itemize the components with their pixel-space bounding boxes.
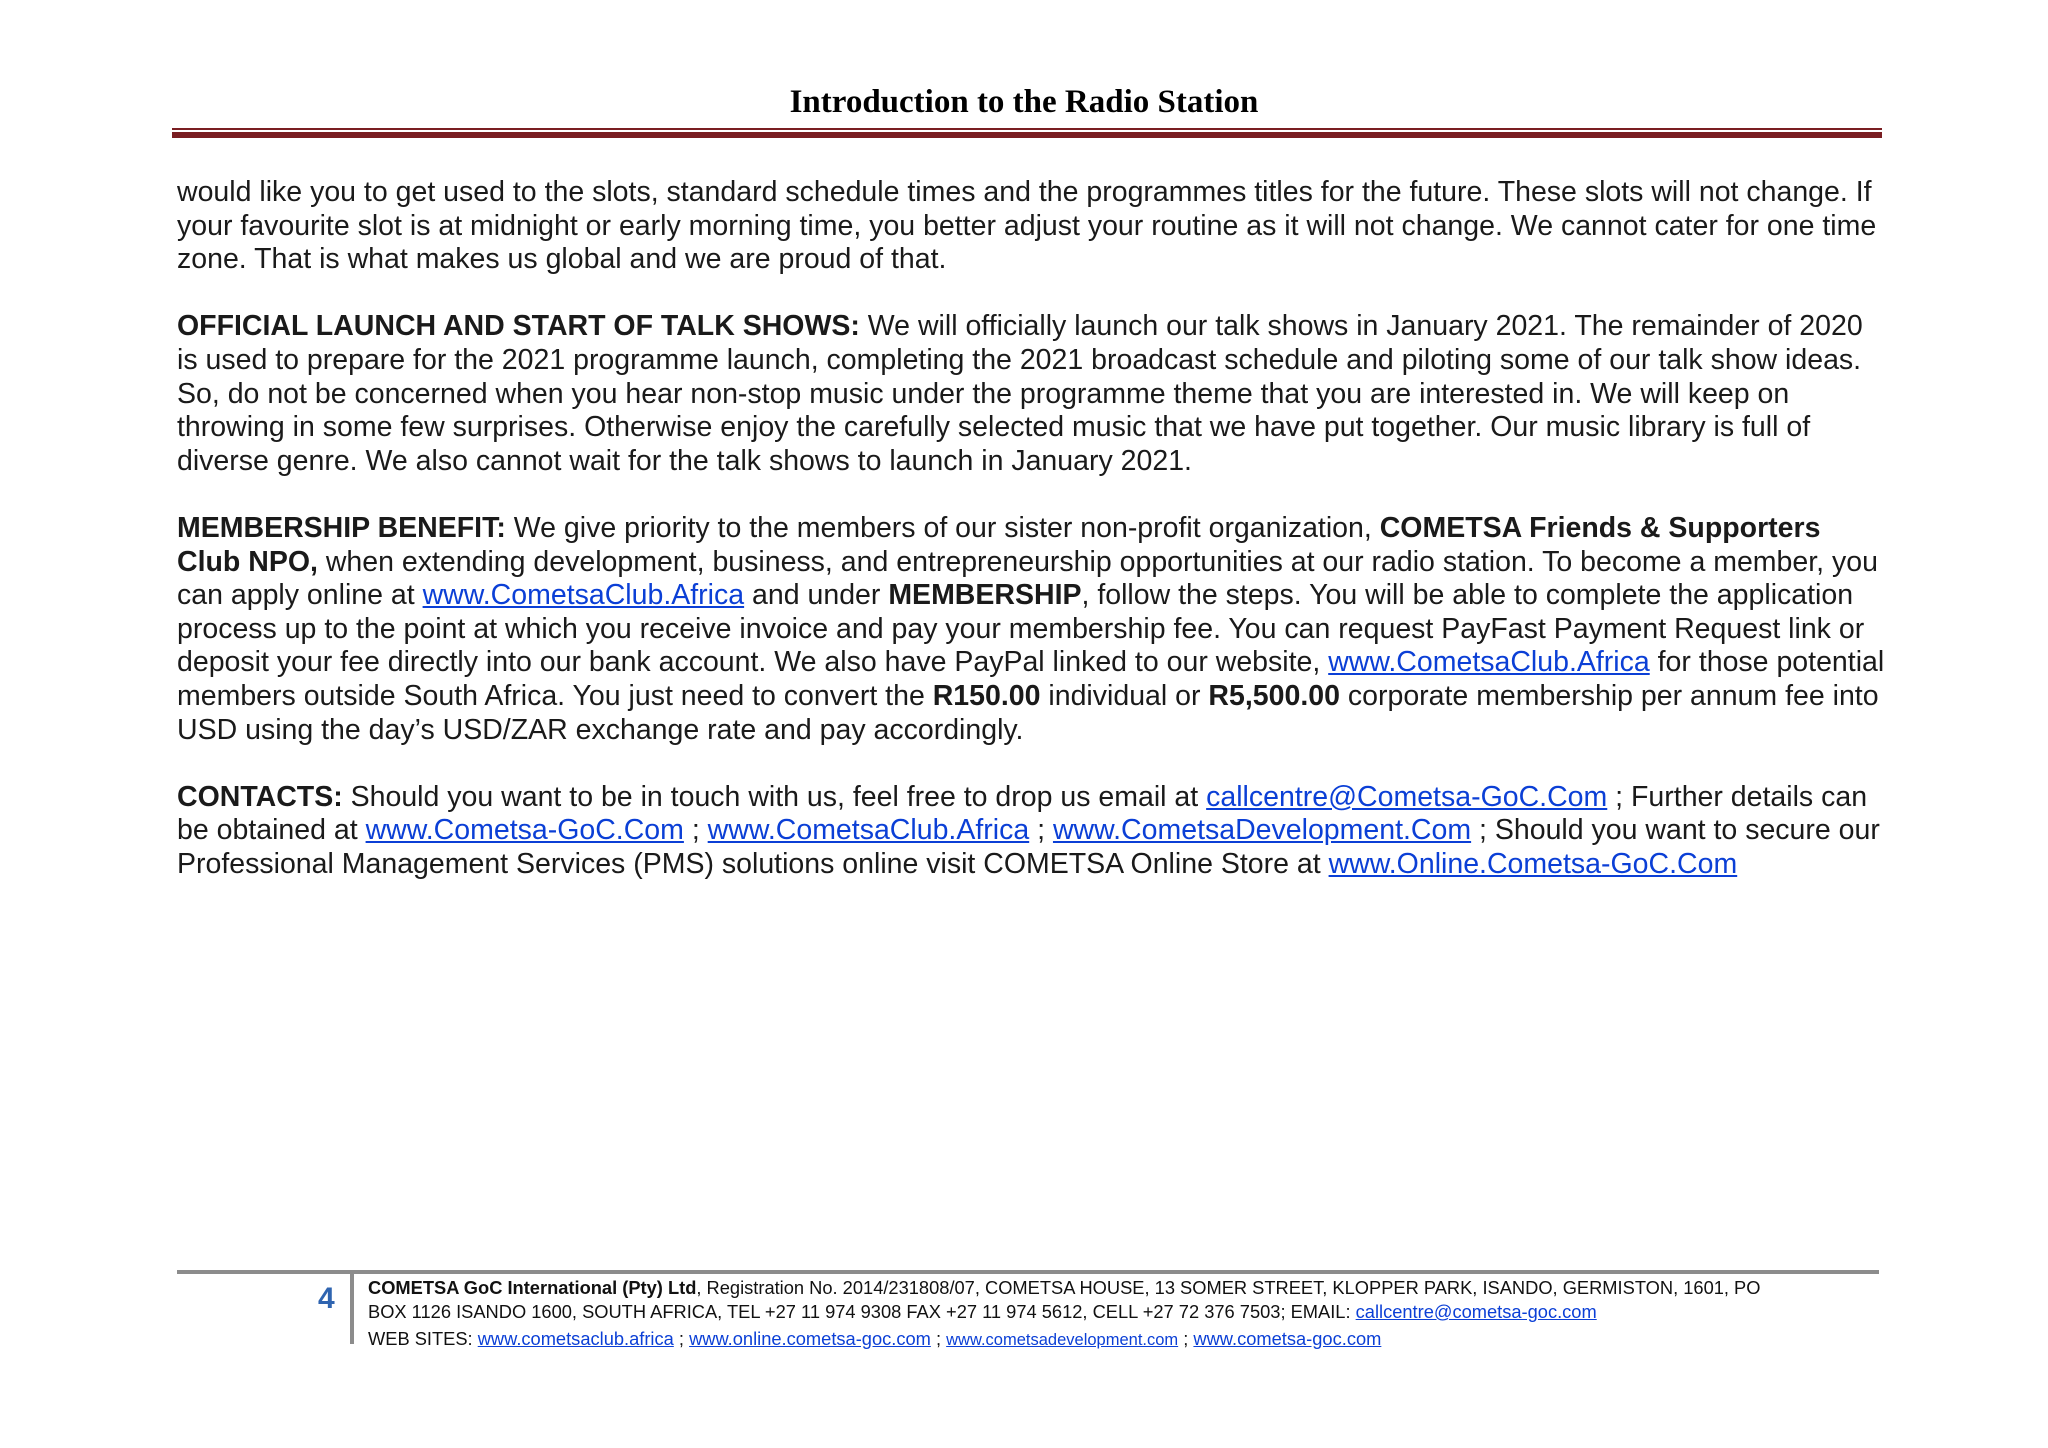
contacts-sep-1: ; bbox=[683, 814, 708, 847]
contacts-sep-2: ; bbox=[1029, 814, 1053, 847]
membership-text-3: and under bbox=[744, 579, 889, 612]
footer-address-1: , Registration No. 2014/231808/07, COMETSA HOUSE, 13 SOMER STREET, KLOPPER PARK, ISANDO, GERMISTON, 1601, PO bbox=[696, 1277, 1761, 1298]
footer-site-online[interactable]: www.online.cometsa-goc.com bbox=[689, 1328, 931, 1349]
cometsaclub-link-3[interactable]: www.CometsaClub.Africa bbox=[707, 814, 1030, 847]
contacts-text-2: ; Further details can be obtained at bbox=[177, 780, 1868, 847]
membership-text-1: We give priority to the members of our sister non-profit organization, bbox=[505, 511, 1380, 544]
schedule-text: would like you to get used to the slots, standard schedule times and the programmes titles for the future. These slots will not change. If your favourite slot is at midnight or early morning time, you better adjust your routine as it will not change. We cannot cater for one time zone. That is what makes us global and we are proud of that. bbox=[177, 176, 1877, 276]
membership-heading: MEMBERSHIP BENEFIT: bbox=[177, 511, 506, 544]
page-number: 4 bbox=[318, 1282, 335, 1315]
footer-info bbox=[368, 1276, 1878, 1352]
contacts-text-3: ; Should you want to secure our Professional Management Services (PMS) solutions online visit COMETSA Online Store at bbox=[177, 814, 1880, 880]
header-rule-thin bbox=[172, 128, 1882, 130]
membership-text-4: , follow the steps. You will be able to complete the application process up to the point at which you receive invoice and pay your membership fee. You can request PayFast Payment Request link or deposit your fee directly into our bank account. We also have PayPal linked to our website, bbox=[177, 579, 1865, 679]
footer-site-development[interactable]: www.cometsadevelopment.com bbox=[946, 1331, 1179, 1349]
paragraph-schedule bbox=[177, 176, 1887, 277]
membership-text-5: for those potential members outside South Africa. You just need to convert the bbox=[177, 646, 1885, 712]
membership-text-2: when extending development, business, and entrepreneurship opportunities at our radio station. To become a member, you can apply online at bbox=[177, 545, 1878, 612]
org-name: COMETSA Friends & Supporters Club NPO, bbox=[177, 511, 1821, 578]
footer-site-goc[interactable]: www.cometsa-goc.com bbox=[1193, 1328, 1382, 1349]
paragraph-contacts bbox=[177, 781, 1887, 882]
online-store-link[interactable]: www.Online.Cometsa-GoC.Com bbox=[1328, 847, 1738, 880]
launch-heading: OFFICIAL LAUNCH AND START OF TALK SHOWS: bbox=[177, 310, 860, 343]
cometsadevelopment-link[interactable]: www.CometsaDevelopment.Com bbox=[1052, 814, 1472, 847]
footer-line-3 bbox=[368, 1327, 1878, 1352]
paragraph-launch bbox=[177, 310, 1887, 478]
footer-email-link[interactable]: callcentre@cometsa-goc.com bbox=[1355, 1301, 1597, 1322]
paragraph-membership bbox=[177, 512, 1887, 747]
footer-sep-3: ; bbox=[1178, 1328, 1194, 1349]
fee-corporate: R5,500.00 bbox=[1208, 679, 1340, 712]
cometsaclub-link-2[interactable]: www.CometsaClub.Africa bbox=[1328, 646, 1650, 679]
footer-address-2: BOX 1126 ISANDO 1600, SOUTH AFRICA, TEL +27 11 974 9308 FAX +27 11 974 5612, CELL +27 72 376 7503; EMAIL: bbox=[368, 1301, 1356, 1322]
footer-divider bbox=[350, 1274, 354, 1344]
footer-rule bbox=[177, 1270, 1879, 1274]
cometsaclub-link[interactable]: www.CometsaClub.Africa bbox=[422, 579, 745, 612]
document-body bbox=[177, 176, 1887, 915]
membership-keyword: MEMBERSHIP bbox=[888, 579, 1082, 612]
footer-sep-2: ; bbox=[930, 1328, 947, 1349]
contacts-text-1: Should you want to be in touch with us, feel free to drop us email at bbox=[342, 780, 1207, 813]
footer-sep-1: ; bbox=[673, 1328, 690, 1349]
fee-individual: R150.00 bbox=[932, 679, 1041, 712]
footer-company: COMETSA GoC International (Pty) Ltd bbox=[368, 1277, 697, 1298]
membership-text-7: corporate membership per annum fee into USD using the day’s USD/ZAR exchange rate and pay accordingly. bbox=[177, 679, 1879, 746]
page-header-title: Introduction to the Radio Station bbox=[789, 84, 1259, 120]
membership-text-6: individual or bbox=[1040, 679, 1209, 712]
cometsa-goc-link[interactable]: www.Cometsa-GoC.Com bbox=[365, 814, 684, 847]
footer-site-cometsaclub[interactable]: www.cometsaclub.africa bbox=[477, 1328, 674, 1349]
contacts-heading: CONTACTS: bbox=[177, 780, 343, 813]
header-rule-thick bbox=[172, 132, 1882, 138]
footer-websites-label: WEB SITES: bbox=[368, 1328, 478, 1349]
footer-line-1 bbox=[368, 1276, 1878, 1300]
launch-text: We will officially launch our talk shows in January 2021. The remainder of 2020 is used to prepare for the 2021 programme launch, completing the 2021 broadcast schedule and piloting some of our talk show ideas. So, do not be concerned when you hear non-stop music under the programme theme that you are interested in. We will keep on throwing in some few surprises. Otherwise enjoy the carefully selected music that we have put together. Our music library is full of diverse genre. We also cannot wait for the talk shows to launch in January 2021. bbox=[177, 310, 1863, 477]
footer-line-2 bbox=[368, 1300, 1878, 1324]
callcentre-email-link[interactable]: callcentre@Cometsa-GoC.Com bbox=[1206, 780, 1608, 813]
